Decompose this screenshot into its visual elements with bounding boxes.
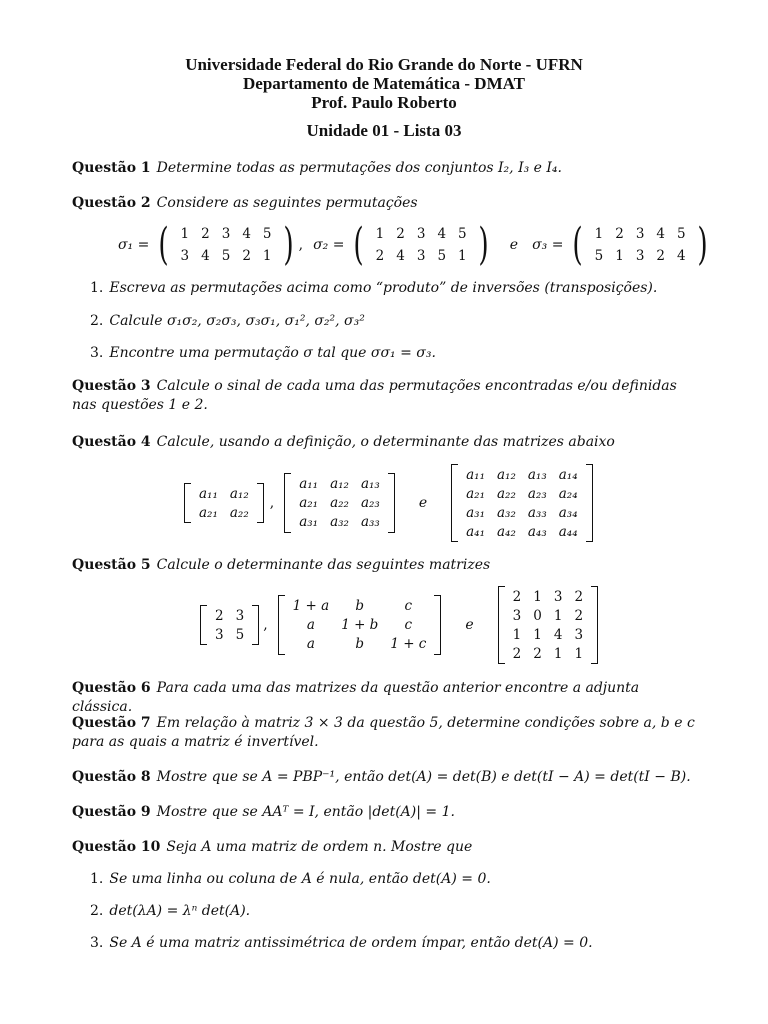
q2-item-1: 1. Escreva as permutações acima como “produto” de inversões (transposições). xyxy=(90,280,658,296)
matrix-entry: 1 xyxy=(533,588,542,605)
matrix-entry: 5 xyxy=(677,226,686,242)
matrix-entry: c xyxy=(404,598,413,614)
sigma1-matrix xyxy=(155,219,296,270)
matrix-entry: a₁₂ xyxy=(330,476,349,492)
matrix-entry: 0 xyxy=(533,607,542,624)
sigma2-label: σ₂ = xyxy=(313,237,345,253)
q2-item-3: 3. Encontre uma permutação σ tal que σσ₁ = σ₃. xyxy=(90,345,436,361)
q10-item-1: 1. Se uma linha ou coluna de A é nula, então det(A) = 0. xyxy=(90,871,491,887)
list-title: Unidade 01 - Lista 03 xyxy=(306,121,462,140)
matrix-entry: 2 xyxy=(242,248,251,264)
question-1 xyxy=(72,159,702,178)
matrix-entry: a₄₄ xyxy=(558,523,578,540)
matrix-entry: a₁₄ xyxy=(558,466,578,483)
matrix-row xyxy=(370,245,473,267)
matrix-entry: 4 xyxy=(677,248,686,264)
matrix-entry: 4 xyxy=(437,226,447,242)
matrix-row xyxy=(193,503,255,522)
matrix-entry: a₃₁ xyxy=(466,504,485,521)
matrix-entry: a xyxy=(306,617,315,633)
q4-matrix-4x4 xyxy=(451,464,593,542)
matrix-row xyxy=(193,484,255,503)
question-text: Para cada uma das matrizes da questão anterior encontre a adjunta clássica. xyxy=(72,680,640,715)
sigma3-matrix xyxy=(569,219,710,270)
question-label: Questão 9 xyxy=(72,804,151,820)
matrix-entry: a₂₄ xyxy=(558,485,578,502)
matrix-entry: 1 xyxy=(553,607,563,624)
matrix-entry: a₄₃ xyxy=(527,523,547,540)
matrix-entry: a₁₁ xyxy=(299,476,319,492)
comma: , xyxy=(263,617,268,633)
matrix-entry: a₁₃ xyxy=(360,476,380,492)
matrix-entry: 4 xyxy=(553,626,563,643)
question-text: Mostre que se A = PBP⁻¹, então det(A) = det(B) e det(tI − A) = det(tI − B). xyxy=(156,769,691,785)
matrix-entry: 3 xyxy=(574,626,584,643)
left-paren: ( xyxy=(572,219,584,270)
matrix-entry: 2 xyxy=(396,226,405,242)
matrix-entry: c xyxy=(404,617,413,633)
matrix-row xyxy=(293,475,386,494)
sigma3-table xyxy=(589,223,692,267)
question-4 xyxy=(72,433,702,452)
matrix-entry: 2 xyxy=(375,248,385,264)
matrix-entry: 3 xyxy=(235,607,245,624)
matrix-entry: 3 xyxy=(180,248,190,264)
matrix-entry: a₁₂ xyxy=(229,485,249,502)
matrix-row xyxy=(175,223,278,245)
matrix-row xyxy=(293,513,386,532)
sigma2-matrix xyxy=(350,219,491,270)
matrix-entry: a₁₂ xyxy=(497,466,516,483)
matrix-entry: 2 xyxy=(215,607,224,624)
matrix-row xyxy=(209,606,250,625)
question-text: Mostre que se AAᵀ = I, então |det(A)| = 1. xyxy=(156,804,455,820)
matrix-row xyxy=(507,644,589,663)
matrix-entry: 3 xyxy=(221,226,231,242)
question-text: Em relação à matriz 3 × 3 da questão 5, determine condições sobre a, b e c para as quais a matriz é invertível. xyxy=(72,715,695,750)
q4-matrix-2x2 xyxy=(184,483,264,523)
question-7 xyxy=(72,714,702,752)
q2-item-2: 2. Calcule σ₁σ₂, σ₂σ₃, σ₃σ₁, σ₁², σ₂², σ₃² xyxy=(90,313,365,329)
question-2 xyxy=(72,194,702,213)
sigma1-table xyxy=(175,223,278,267)
and-word: e xyxy=(465,617,474,633)
matrix-entry: a₁₃ xyxy=(527,466,547,483)
matrix-entry: a₃₄ xyxy=(558,504,578,521)
matrix-entry: 2 xyxy=(512,588,522,605)
matrix-entry: a₃₃ xyxy=(360,514,380,530)
matrix-entry: 4 xyxy=(656,226,665,242)
question-text: Considere as seguintes permutações xyxy=(156,195,418,211)
comma: , xyxy=(269,495,275,511)
matrix-entry: 1 + c xyxy=(390,636,427,652)
matrix-entry: a xyxy=(306,636,315,652)
matrix-entry: a₂₃ xyxy=(527,485,547,502)
matrix-entry: b xyxy=(355,636,365,652)
matrix-entry: 1 xyxy=(594,226,604,242)
matrix-entry: a₂₁ xyxy=(199,504,218,521)
q5-matrix-3x3 xyxy=(278,595,442,655)
q10-item-2: 2. det(λA) = λⁿ det(A). xyxy=(90,903,251,919)
question-9 xyxy=(72,803,702,822)
question-8 xyxy=(72,768,702,787)
matrix-entry: 2 xyxy=(201,226,210,242)
and-word: e xyxy=(509,237,519,253)
question-6 xyxy=(72,679,702,717)
matrix-entry: a₂₁ xyxy=(299,495,319,511)
matrix-entry: b xyxy=(355,598,365,614)
question-label: Questão 2 xyxy=(72,195,151,211)
question-text: Calcule, usando a definição, o determinante das matrizes abaixo xyxy=(156,434,615,450)
question-label: Questão 3 xyxy=(72,378,151,394)
matrix-row xyxy=(209,625,250,644)
matrix-entry: 2 xyxy=(512,645,522,662)
q4-matrix-3x3 xyxy=(284,473,395,533)
matrix-entry: a₂₃ xyxy=(360,495,380,511)
matrix-row xyxy=(287,597,433,616)
question-label: Questão 7 xyxy=(72,715,151,731)
matrix-row xyxy=(507,606,589,625)
matrix-entry: 1 + b xyxy=(341,617,379,633)
and-word: e xyxy=(418,495,428,511)
left-paren: ( xyxy=(158,219,170,270)
q5-matrix-4x4 xyxy=(498,586,598,664)
matrix-entry: 3 xyxy=(416,248,426,264)
matrix-entry: 4 xyxy=(201,248,210,264)
matrix-row xyxy=(460,522,584,541)
sigma3-label: σ₃ = xyxy=(532,237,564,253)
matrix-entry: 4 xyxy=(396,248,405,264)
question-label: Questão 5 xyxy=(72,557,151,573)
matrix-entry: 1 xyxy=(512,626,522,643)
matrix-entry: a₃₂ xyxy=(330,514,349,530)
matrix-entry: a₁₁ xyxy=(199,485,218,502)
matrix-entry: 3 xyxy=(635,226,645,242)
matrix-entry: 3 xyxy=(553,588,563,605)
matrix-entry: 2 xyxy=(574,588,584,605)
matrix-entry: 3 xyxy=(512,607,522,624)
matrix-entry: a₃₁ xyxy=(299,514,319,530)
right-paren: ) xyxy=(478,219,489,270)
question-label: Questão 8 xyxy=(72,769,151,785)
matrix-row xyxy=(589,245,692,267)
sigma1-label: σ₁ = xyxy=(118,237,150,253)
matrix-entry: 5 xyxy=(594,248,604,264)
matrix-row xyxy=(293,494,386,513)
matrix-row xyxy=(460,503,584,522)
right-paren: ) xyxy=(697,219,708,270)
matrix-entry: a₂₁ xyxy=(466,485,485,502)
matrix-entry: 1 xyxy=(262,248,272,264)
matrix-entry: a₁₁ xyxy=(466,466,485,483)
matrix-entry: 5 xyxy=(221,248,231,264)
matrix-entry: 2 xyxy=(656,248,665,264)
matrix-entry: a₄₂ xyxy=(497,523,516,540)
matrix-entry: 1 xyxy=(533,626,542,643)
matrix-row xyxy=(287,616,433,635)
question-label: Questão 6 xyxy=(72,680,151,696)
matrix-entry: a₄₁ xyxy=(466,523,485,540)
matrix-row xyxy=(507,587,589,606)
question-text: Determine todas as permutações dos conjuntos I₂, I₃ e I₄. xyxy=(156,160,562,176)
matrix-row xyxy=(460,465,584,484)
matrix-entry: a₃₂ xyxy=(497,504,516,521)
matrix-row xyxy=(370,223,473,245)
q10-item-3: 3. Se A é uma matriz antissimétrica de ordem ímpar, então det(A) = 0. xyxy=(90,935,593,951)
matrix-entry: a₂₂ xyxy=(330,495,349,511)
permutations-row xyxy=(118,219,711,270)
matrix-entry: 2 xyxy=(533,645,542,662)
matrix-entry: 4 xyxy=(242,226,251,242)
department-name: Departamento de Matemática - DMAT xyxy=(243,74,525,93)
question-3 xyxy=(72,377,702,415)
matrix-entry: 3 xyxy=(416,226,426,242)
matrix-entry: a₂₂ xyxy=(229,504,249,521)
matrix-entry: 5 xyxy=(437,248,447,264)
matrix-entry: 5 xyxy=(262,226,272,242)
matrix-row xyxy=(507,625,589,644)
matrix-entry: 1 + a xyxy=(292,598,330,614)
matrix-entry: 2 xyxy=(615,226,624,242)
left-paren: ( xyxy=(353,219,365,270)
question-label: Questão 10 xyxy=(72,839,161,855)
right-paren: ) xyxy=(282,219,294,270)
matrix-entry: 5 xyxy=(235,626,245,643)
q5-matrices-row xyxy=(200,586,598,664)
matrix-entry: a₃₃ xyxy=(527,504,547,521)
professor-name: Prof. Paulo Roberto xyxy=(311,93,457,112)
matrix-entry: 1 xyxy=(574,645,584,662)
matrix-entry: a₂₂ xyxy=(497,485,516,502)
question-label: Questão 4 xyxy=(72,434,151,450)
q4-matrices-row xyxy=(184,464,593,542)
matrix-row xyxy=(175,245,278,267)
matrix-row xyxy=(287,635,433,654)
question-5 xyxy=(72,556,702,575)
comma: , xyxy=(298,237,304,253)
matrix-row xyxy=(589,223,692,245)
question-text: Calcule o sinal de cada uma das permutações encontradas e/ou definidas nas questões 1 e 2. xyxy=(72,378,677,413)
matrix-entry: 1 xyxy=(458,248,467,264)
question-text: Calcule o determinante das seguintes matrizes xyxy=(156,557,491,573)
matrix-entry: 1 xyxy=(180,226,190,242)
question-text: Seja A uma matriz de ordem n. Mostre que xyxy=(166,839,473,855)
matrix-entry: 3 xyxy=(215,626,224,643)
matrix-entry: 2 xyxy=(574,607,584,624)
matrix-row xyxy=(460,484,584,503)
university-name: Universidade Federal do Rio Grande do Norte - UFRN xyxy=(185,55,583,74)
question-label: Questão 1 xyxy=(72,160,151,176)
matrix-entry: 1 xyxy=(553,645,563,662)
matrix-entry: 3 xyxy=(635,248,645,264)
matrix-entry: 1 xyxy=(615,248,624,264)
question-10 xyxy=(72,838,702,857)
matrix-entry: 5 xyxy=(458,226,467,242)
sigma2-table xyxy=(370,223,473,267)
matrix-entry: 1 xyxy=(375,226,385,242)
q5-matrix-2x2 xyxy=(200,605,259,645)
